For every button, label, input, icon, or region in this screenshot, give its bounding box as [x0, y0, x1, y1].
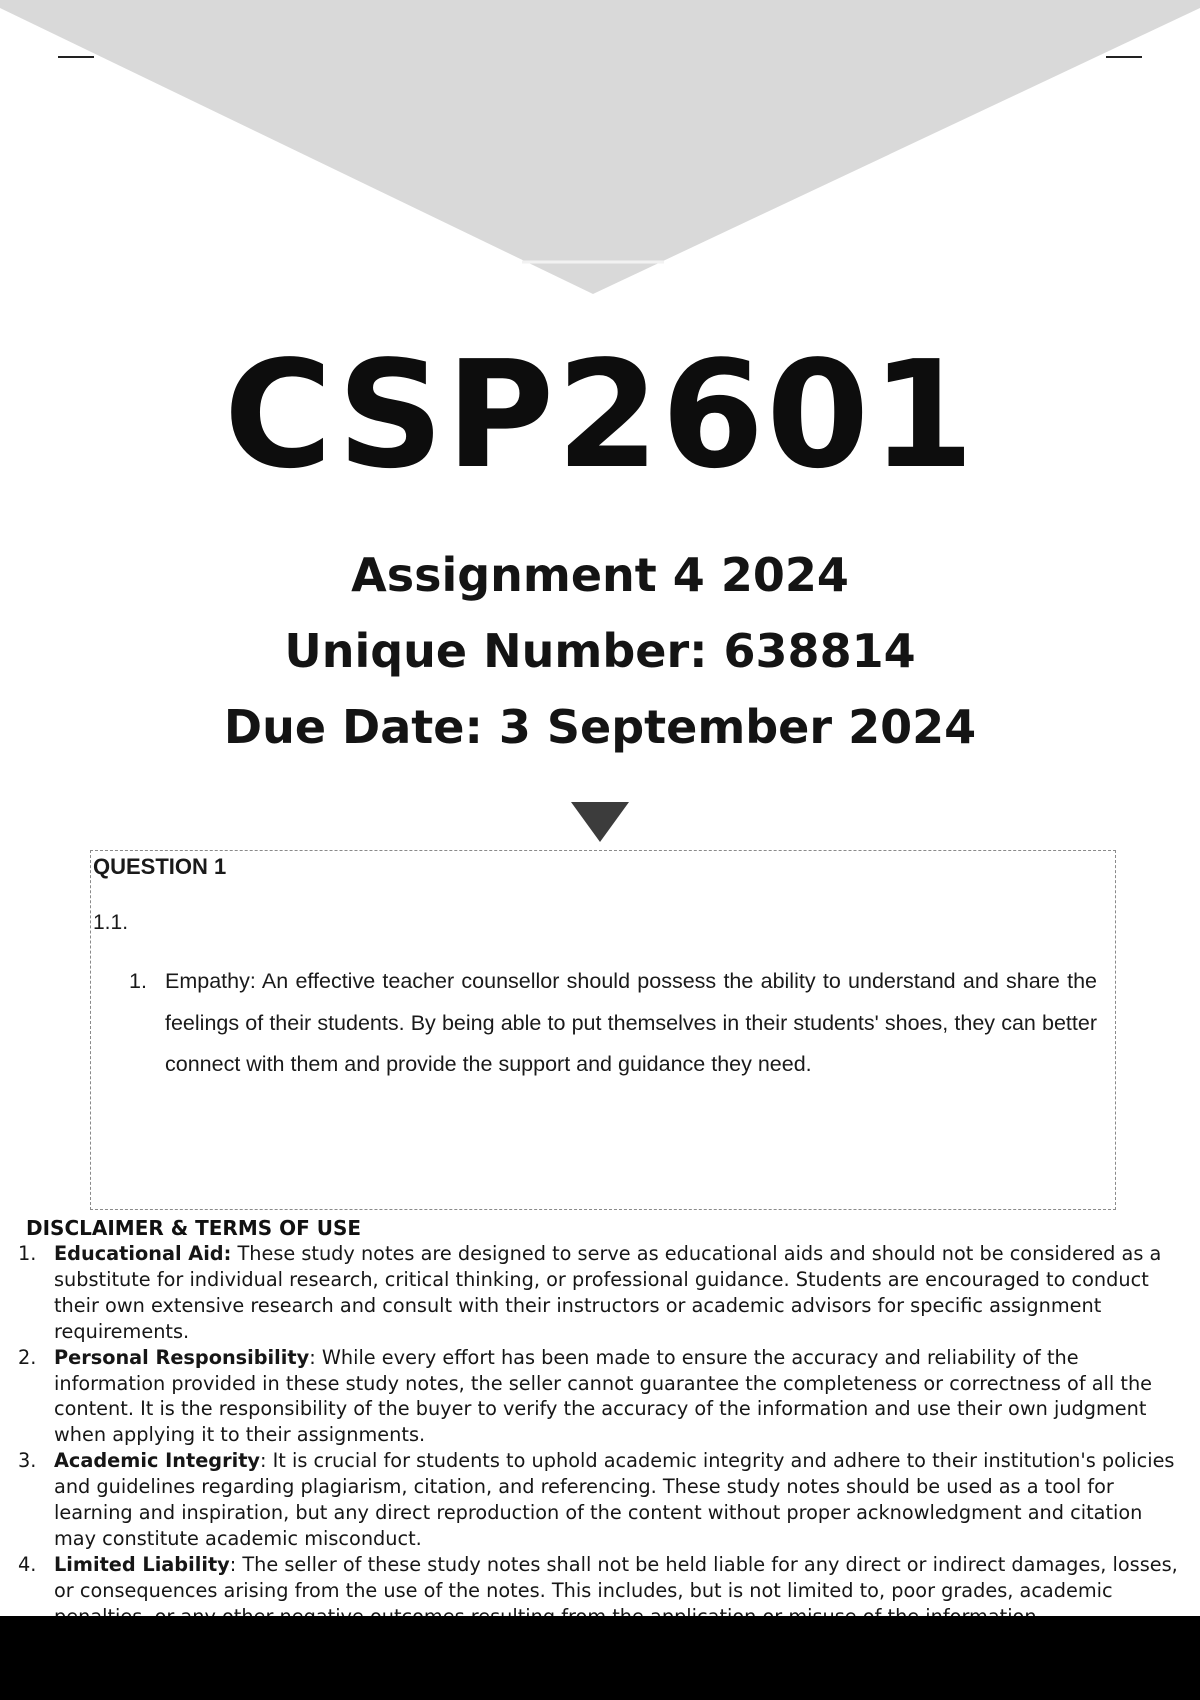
unique-number-label: Unique Number: 638814	[284, 624, 916, 678]
banner-chevron-shape	[0, 0, 1200, 294]
assignment-label: Assignment 4 2024	[351, 548, 849, 602]
document-preview-box	[90, 850, 1116, 1210]
corner-mark-right	[1106, 56, 1142, 58]
corner-mark-left	[58, 56, 94, 58]
disclaimer-item-heading: Educational Aid:	[54, 1242, 232, 1265]
disclaimer-item-number: 2.	[18, 1345, 37, 1369]
disclaimer-item	[18, 1448, 1188, 1552]
list-item-text: Empathy: An effective teacher counsellor should possess the ability to understand and share the feelings of their students. By being able to put themselves in their students' shoes, they can better connect with them and provide the support and guidance they need.	[165, 969, 1097, 1076]
list-item-number: 1.	[129, 969, 147, 993]
disclaimer-item-heading: Limited Liability	[54, 1552, 230, 1576]
disclaimer-item-text: These study notes are designed to serve as educational aids and should not be considered as a substitute for individual research, critical thinking, or professional guidance. Students are encouraged to conduct their own extensive research and consult with their instructors or academic advisors for specific assignment requirements.	[54, 1242, 1162, 1343]
question-title: QUESTION 1	[93, 854, 227, 879]
disclaimer-item	[18, 1241, 1188, 1345]
due-date-label: Due Date: 3 September 2024	[223, 700, 977, 754]
disclaimer-item-number: 4.	[18, 1552, 37, 1576]
arrow-down-icon	[571, 802, 629, 842]
disclaimer-item-heading: Academic Integrity	[54, 1449, 260, 1473]
disclaimer-list	[18, 1241, 1188, 1630]
disclaimer-item-text: : The seller of these study notes shall not be held liable for any direct or indirect damages, losses, or consequences arising from the use of the notes. This includes, but is not limited to, poor grades, academic	[54, 1552, 1178, 1602]
top-chevron-banner	[0, 0, 1200, 300]
disclaimer-item-number: 1.	[18, 1242, 37, 1265]
disclaimer-item-body	[54, 1448, 1188, 1552]
list-item	[129, 961, 1097, 1086]
disclaimer-item-heading: Personal Responsibility	[54, 1345, 310, 1369]
bottom-black-bar	[0, 1616, 1200, 1700]
course-code-title: CSP2601	[223, 329, 977, 501]
disclaimer-item-text: : While every effort has been made to ensure the accuracy and reliability of the information provided in these study notes, the seller cannot guarantee the completeness or correctness of all the content. It is the responsibility of the buyer to verify the accuracy of the information and use their own judgment when applying it to their assignments.	[54, 1345, 1153, 1447]
disclaimer-item-body	[54, 1345, 1188, 1449]
subquestion-number: 1.1.	[93, 911, 129, 934]
disclaimer-item	[18, 1345, 1188, 1449]
disclaimer-title: DISCLAIMER & TERMS OF USE	[26, 1216, 362, 1240]
disclaimer-item-body	[54, 1241, 1188, 1345]
disclaimer-item-text: : It is crucial for students to uphold academic integrity and adhere to their institution's policies and guidelines regarding plagiarism, citation, and referencing. These study notes should be used as a tool for learning and inspiration, but any direct reproduction of the content without proper acknowledgment and citation may constitute academic misconduct.	[54, 1449, 1175, 1550]
disclaimer-item-number: 3.	[18, 1449, 37, 1473]
